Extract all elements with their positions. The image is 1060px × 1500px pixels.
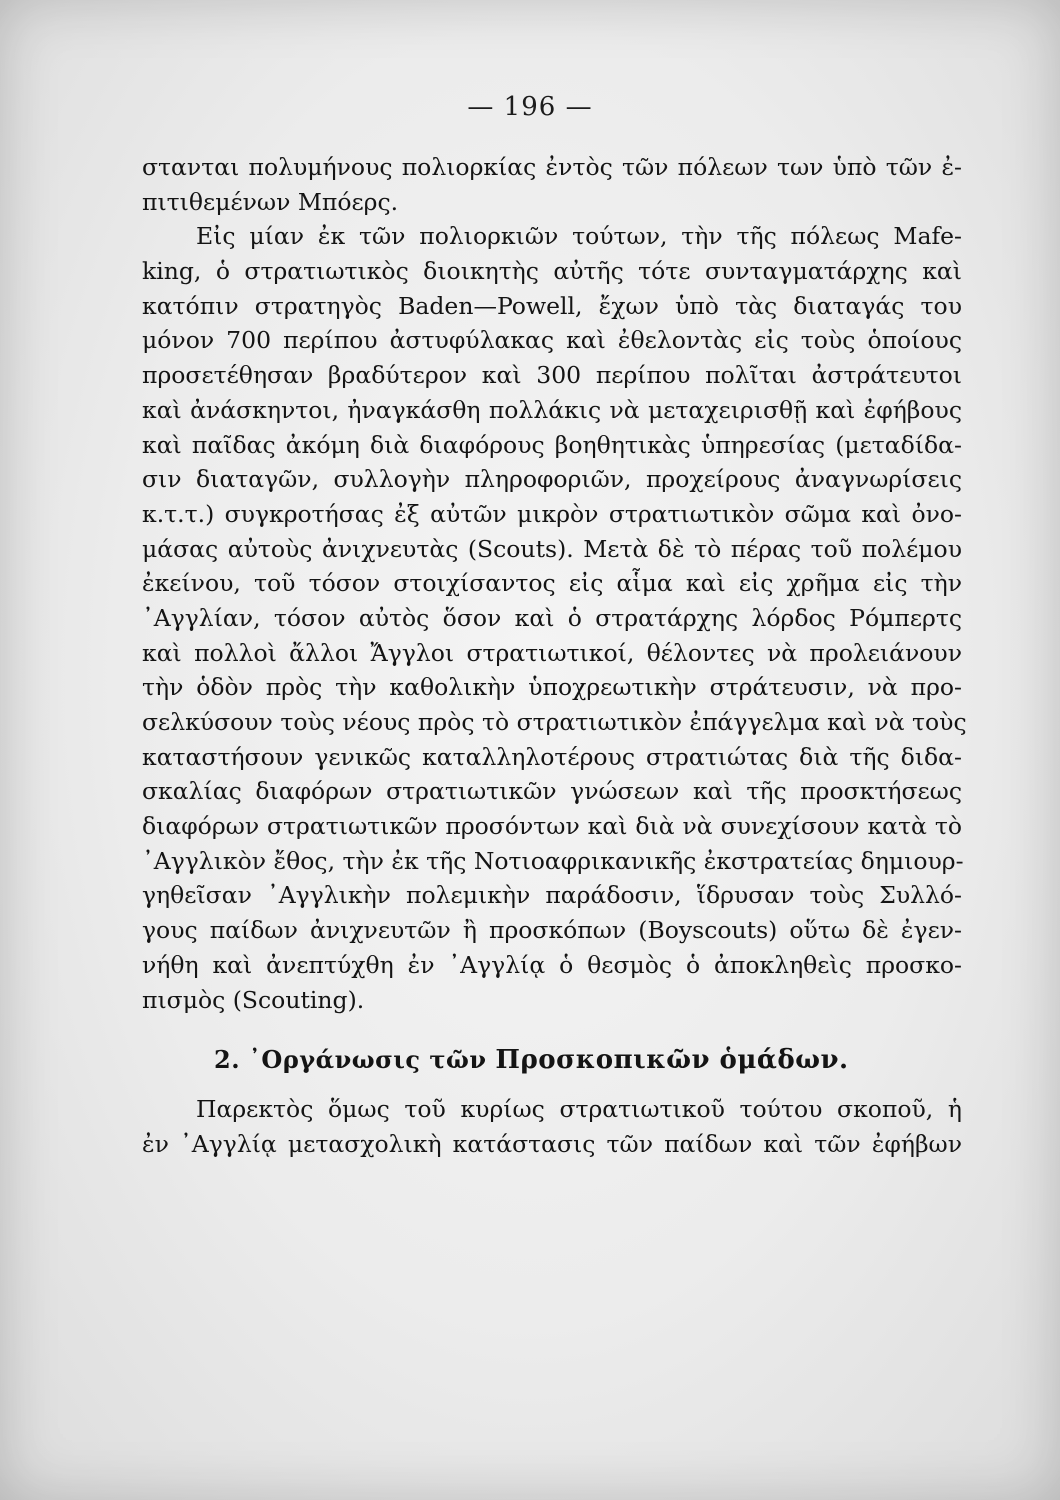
text-line: king, ὁ στρατιωτικὸς διοικητὴς αὐτῆς τότε συνταγματάρχης καὶ [142, 257, 962, 286]
text-line: ἐκείνου, τοῦ τόσον στοιχίσαντος εἰς αἷμα καὶ εἰς χρῆμα εἰς τὴν [142, 569, 962, 598]
text-line: μάσας αὐτοὺς ἀνιχνευτὰς (Scouts). Μετὰ δὲ τὸ πέρας τοῦ πολέμου [142, 534, 962, 563]
text-line: καταστήσουν γενικῶς καταλληλοτέρους στρατιώτας διὰ τῆς διδα- [142, 742, 962, 771]
paragraph-2 [142, 219, 967, 1017]
text-line: σελκύσουν τοὺς νέους πρὸς τὸ στρατιωτικὸν ἐπάγγελμα καὶ νὰ τοὺς [142, 708, 967, 736]
paragraph-3 [142, 1092, 962, 1161]
text-line: σιν διαταγῶν, συλλογὴν πληροφοριῶν, προχείρους ἀναγνωρίσεις [142, 465, 962, 494]
page-number: — 196 — [467, 92, 593, 122]
section-heading [142, 1043, 962, 1078]
text-line: κατόπιν στρατηγὸς Baden—Powell, ἔχων ὑπὸ τὰς διαταγάς του [142, 291, 962, 320]
text-line: ᾿Αγγλικὸν ἔθος, τὴν ἐκ τῆς Νοτιοαφρικανικῆς ἐκστρατείας δημιουρ- [142, 846, 964, 875]
text-line: κ.τ.τ.) συγκροτήσας ἐξ αὐτῶν μικρὸν στρατιωτικὸν σῶμα καὶ ὀνο- [142, 499, 962, 528]
paragraph-1 [142, 150, 962, 219]
section-title-part-2: Προσκοπικῶν ὁμάδων. [495, 1045, 849, 1076]
text-line: πισμὸς (Scouting). [142, 985, 365, 1014]
text-line: προσετέθησαν βραδύτερον καὶ 300 περίπου πολῖται ἀστράτευτοι [142, 361, 962, 390]
section-number: 2. [214, 1045, 241, 1075]
text-line: γηθεῖσαν ᾿Αγγλικὴν πολεμικὴν παράδοσιν, ἵδρυσαν τοὺς Συλλό- [142, 881, 962, 910]
text-line: πιτιθεμένων Μπόερς. [142, 187, 399, 216]
text-line: καὶ ἀνάσκηντοι, ἠναγκάσθη πολλάκις νὰ μεταχειρισθῇ καὶ ἐφήβους [142, 395, 962, 424]
body-text [142, 150, 967, 1161]
text-line: νήθη καὶ ἀνεπτύχθη ἐν ᾿Αγγλίᾳ ὁ θεσμὸς ὁ ἀποκληθεὶς προσκο- [142, 950, 962, 979]
text-line: σκαλίας διαφόρων στρατιωτικῶν γνώσεων καὶ τῆς προσκτήσεως [142, 777, 962, 806]
text-line: διαφόρων στρατιωτικῶν προσόντων καὶ διὰ νὰ συνεχίσουν κατὰ τὸ [142, 812, 962, 841]
text-line: γους παίδων ἀνιχνευτῶν ἢ προσκόπων (Boyscouts) οὕτω δὲ ἐγεν- [142, 916, 962, 945]
section-title-part-1: ᾿Οργάνωσις τῶν [248, 1045, 487, 1075]
text-line: στανται πολυμήνους πολιορκίας ἐντὸς τῶν πόλεων των ὑπὸ τῶν ἐ- [142, 153, 962, 181]
text-line: Εἰς μίαν ἐκ τῶν πολιορκιῶν τούτων, τὴν τῆς πόλεως Mafe- [196, 222, 962, 251]
text-line: ᾿Αγγλίαν, τόσον αὐτὸς ὅσον καὶ ὁ στρατάρχης λόρδος Ρόμπερτς [142, 603, 962, 632]
text-line: τὴν ὁδὸν πρὸς τὴν καθολικὴν ὑποχρεωτικὴν στράτευσιν, νὰ προ- [142, 673, 962, 702]
text-line: μόνον 700 περίπου ἀστυφύλακας καὶ ἐθελοντὰς εἰς τοὺς ὁποίους [142, 326, 962, 355]
text-line: Παρεκτὸς ὅμως τοῦ κυρίως στρατιωτικοῦ τούτου σκοποῦ, ἡ [196, 1094, 962, 1123]
text-line: καὶ παῖδας ἀκόμη διὰ διαφόρους βοηθητικὰς ὑπηρεσίας (μεταδίδα- [142, 430, 962, 459]
text-line: καὶ πολλοὶ ἄλλοι Ἄγγλοι στρατιωτικοί, θέλοντες νὰ προλειάνουν [142, 638, 962, 667]
text-line: ἐν ᾿Αγγλίᾳ μετασχολικὴ κατάστασις τῶν παίδων καὶ τῶν ἐφήβων [142, 1129, 962, 1158]
